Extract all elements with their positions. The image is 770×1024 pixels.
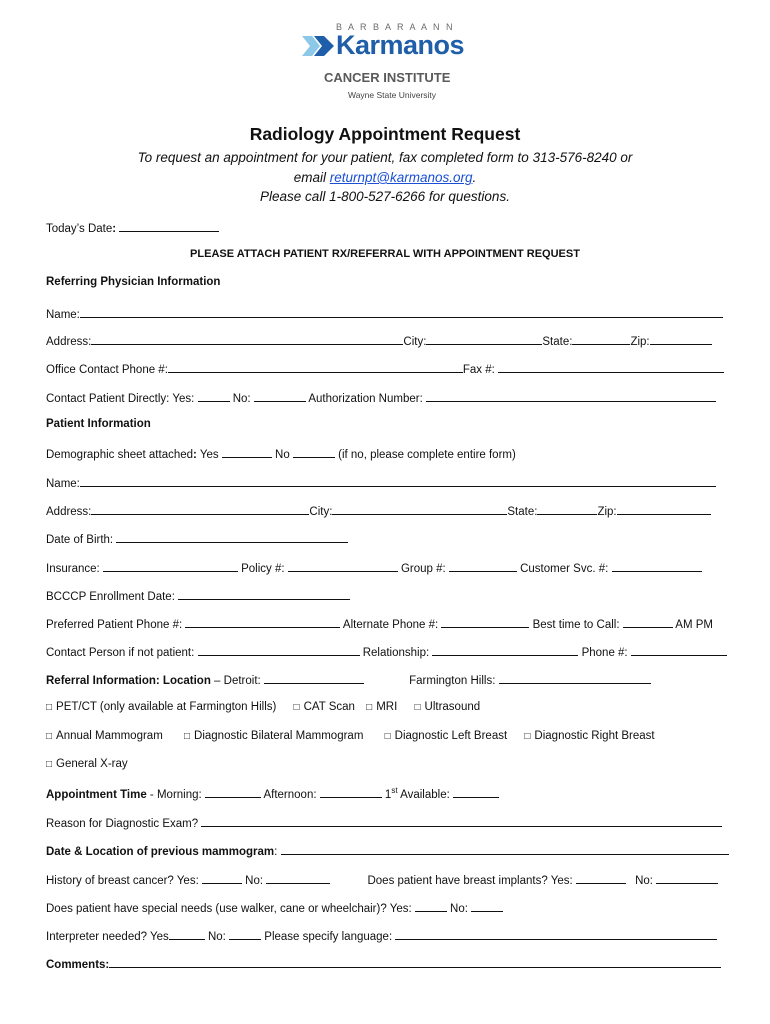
detroit-field[interactable]	[264, 672, 364, 684]
referral-label: Referral Information: Location	[46, 675, 211, 687]
comments-row	[46, 956, 726, 971]
previous-mammogram-label: Date & Location of previous mammogram	[46, 846, 275, 858]
comments-label: Comments:	[46, 959, 110, 971]
option-label: CAT Scan	[303, 701, 355, 713]
demographic-no-label: No	[271, 449, 293, 461]
history-label: History of breast cancer? Yes:	[46, 875, 202, 887]
office-phone-label: Office Contact Phone #:	[46, 364, 168, 376]
karmanos-mark-icon	[300, 34, 336, 60]
patient-zip-label: Zip:	[597, 506, 617, 518]
customer-svc-field[interactable]	[612, 560, 702, 572]
option-label: Diagnostic Bilateral Mammogram	[194, 730, 364, 742]
logo-cancer-institute: CANCER INSTITUTE	[324, 70, 451, 85]
previous-mammogram-row	[46, 843, 726, 858]
form-title: Radiology Appointment Request	[249, 124, 521, 144]
dob-field[interactable]	[116, 531, 348, 543]
option-diagnostic-left[interactable]	[385, 730, 508, 742]
office-phone-field[interactable]	[168, 361, 463, 373]
best-time-field[interactable]	[623, 616, 673, 628]
insurance-row	[46, 560, 726, 575]
physician-name-label: Name:	[46, 309, 80, 321]
relationship-field[interactable]	[432, 644, 578, 656]
appointment-dash: -	[146, 789, 157, 801]
group-label: Group #:	[397, 563, 449, 575]
checkbox-icon[interactable]: □	[384, 731, 391, 742]
first-available-field[interactable]	[453, 786, 499, 798]
option-ultrasound[interactable]	[414, 701, 480, 713]
todays-date-label: Today’s Date	[46, 223, 113, 235]
email-prefix: email	[293, 170, 330, 185]
physician-state-label: State:	[542, 336, 573, 348]
first-sup: st	[391, 786, 398, 796]
patient-state-label: State:	[507, 506, 538, 518]
phone-row	[46, 616, 726, 631]
instructions-line-2	[0, 170, 770, 185]
special-needs-row	[46, 900, 726, 915]
instructions-line-3: Please call 1-800-527-6266 for questions.	[260, 189, 510, 204]
contact-directly-row	[46, 390, 726, 405]
email-link[interactable]: returnpt@karmanos.org	[329, 170, 473, 185]
physician-name-field[interactable]	[80, 306, 723, 318]
patient-address-row	[46, 503, 726, 518]
option-label: MRI	[376, 701, 398, 713]
reason-field[interactable]	[201, 815, 722, 827]
previous-mammogram-field[interactable]	[281, 843, 729, 855]
available-label: Available:	[397, 789, 453, 801]
appointment-time-row	[46, 786, 726, 801]
dob-row	[46, 531, 726, 546]
am-pm-label: AM PM	[672, 619, 713, 631]
option-mri[interactable]	[366, 701, 397, 713]
checkbox-icon[interactable]: □	[46, 731, 53, 742]
physician-state-field[interactable]	[572, 333, 630, 345]
reason-label: Reason for Diagnostic Exam?	[46, 818, 202, 830]
morning-field[interactable]	[205, 786, 261, 798]
physician-city-label: City:	[403, 336, 427, 348]
policy-label: Policy #:	[237, 563, 288, 575]
fax-field[interactable]	[498, 361, 724, 373]
physician-zip-field[interactable]	[650, 333, 712, 345]
contact-person-field[interactable]	[198, 644, 360, 656]
interpreter-yes-field[interactable]	[169, 928, 205, 940]
patient-city-label: City:	[309, 506, 333, 518]
alternate-phone-field[interactable]	[441, 616, 529, 628]
history-no-field[interactable]	[266, 872, 330, 884]
todays-date-colon: :	[112, 223, 117, 235]
comments-field[interactable]	[109, 956, 721, 968]
bcccp-label: BCCCP Enrollment Date:	[46, 591, 179, 603]
interpreter-row	[46, 928, 726, 943]
todays-date-field[interactable]	[119, 220, 219, 232]
checkbox-icon[interactable]: □	[293, 702, 300, 713]
referral-options-row-2	[46, 730, 726, 742]
auth-number-field[interactable]	[426, 390, 716, 402]
special-needs-label: Does patient have special needs (use walker, cane or wheelchair)? Yes:	[46, 903, 415, 915]
patient-name-label: Name:	[46, 478, 80, 490]
afternoon-field[interactable]	[320, 786, 382, 798]
physician-zip-label: Zip:	[630, 336, 650, 348]
bcccp-row	[46, 588, 726, 603]
bcccp-field[interactable]	[178, 588, 350, 600]
contact-no-field[interactable]	[254, 390, 306, 402]
afternoon-label: Afternoon:	[260, 789, 320, 801]
referral-dash: –	[210, 675, 224, 687]
implants-no-field[interactable]	[656, 872, 718, 884]
option-annual-mammogram[interactable]	[46, 730, 163, 742]
relationship-label: Relationship:	[359, 647, 433, 659]
physician-address-row	[46, 333, 726, 348]
todays-date-row	[46, 220, 726, 235]
option-pet-ct[interactable]	[46, 701, 276, 713]
instructions-line-1: To request an appointment for your patient, fax completed form to 313-576-8240 or	[137, 150, 633, 165]
karmanos-logo	[296, 22, 476, 106]
physician-address-field[interactable]	[91, 333, 403, 345]
checkbox-icon[interactable]: □	[524, 731, 531, 742]
dob-label: Date of Birth:	[46, 534, 117, 546]
auth-number-label: Authorization Number:	[305, 393, 426, 405]
demographic-yes-label: Yes	[196, 449, 222, 461]
referral-options-row-1	[46, 701, 726, 713]
insurance-field[interactable]	[103, 560, 238, 572]
physician-phone-row	[46, 361, 726, 376]
physician-heading: Referring Physician Information	[46, 276, 221, 288]
contact-person-label: Contact Person if not patient:	[46, 647, 198, 659]
contact-person-row	[46, 644, 726, 659]
implants-yes-field[interactable]	[576, 872, 626, 884]
option-diagnostic-right[interactable]	[524, 730, 654, 742]
patient-address-label: Address:	[46, 506, 92, 518]
checkbox-icon[interactable]: □	[46, 702, 53, 713]
alternate-phone-label: Alternate Phone #:	[340, 619, 442, 631]
insurance-label: Insurance:	[46, 563, 103, 575]
interpreter-no-label: No:	[204, 931, 230, 943]
patient-state-field[interactable]	[537, 503, 597, 515]
checkbox-icon[interactable]: □	[366, 702, 373, 713]
logo-name: Karmanos	[336, 30, 465, 60]
history-yes-field[interactable]	[202, 872, 242, 884]
appointment-time-label: Appointment Time	[46, 789, 147, 801]
option-label: Diagnostic Left Breast	[394, 730, 508, 742]
demographic-label: Demographic sheet attached	[46, 449, 194, 461]
demographic-note: (if no, please complete entire form)	[334, 449, 516, 461]
demographic-row	[46, 446, 726, 461]
implants-label: Does patient have breast implants? Yes:	[367, 875, 576, 887]
implants-no-label: No:	[631, 875, 657, 887]
patient-name-row	[46, 475, 726, 490]
contact-directly-label: Contact Patient Directly: Yes:	[46, 393, 198, 405]
detroit-label: Detroit:	[223, 675, 264, 687]
fax-label: Fax #:	[462, 364, 499, 376]
patient-address-field[interactable]	[91, 503, 309, 515]
checkbox-icon[interactable]: □	[414, 702, 421, 713]
policy-field[interactable]	[288, 560, 398, 572]
attach-notice: PLEASE ATTACH PATIENT RX/REFERRAL WITH APPOINTMENT REQUEST	[190, 248, 580, 260]
logo-top-text: B A R B A R A A N N	[336, 22, 455, 32]
morning-label: Morning:	[156, 789, 205, 801]
patient-name-field[interactable]	[80, 475, 716, 487]
group-field[interactable]	[449, 560, 517, 572]
history-row	[46, 872, 726, 887]
referral-location-row	[46, 672, 726, 687]
farmington-field[interactable]	[499, 672, 651, 684]
contact-phone-field[interactable]	[631, 644, 727, 656]
language-label: Please specify language:	[261, 931, 396, 943]
physician-address-label: Address:	[46, 336, 92, 348]
option-label: Annual Mammogram	[56, 730, 163, 742]
patient-city-field[interactable]	[332, 503, 507, 515]
email-suffix: .	[472, 170, 477, 185]
option-diagnostic-bilateral[interactable]	[184, 730, 363, 742]
best-time-label: Best time to Call:	[529, 619, 623, 631]
farmington-label: Farmington Hills:	[409, 675, 499, 687]
language-field[interactable]	[395, 928, 717, 940]
option-cat-scan[interactable]	[294, 701, 355, 713]
interpreter-label: Interpreter needed? Yes	[46, 931, 169, 943]
option-label: PET/CT (only available at Farmington Hills)	[56, 701, 277, 713]
option-label: Diagnostic Right Breast	[534, 730, 655, 742]
checkbox-icon[interactable]: □	[183, 731, 191, 742]
preferred-phone-label: Preferred Patient Phone #:	[46, 619, 186, 631]
contact-phone-label: Phone #:	[578, 647, 631, 659]
demographic-no-field[interactable]	[293, 446, 335, 458]
demographic-colon: :	[193, 449, 197, 461]
contact-yes-field[interactable]	[198, 390, 230, 402]
interpreter-no-field[interactable]	[229, 928, 261, 940]
demographic-yes-field[interactable]	[222, 446, 272, 458]
first-label: 1	[381, 789, 392, 801]
history-no-label: No:	[241, 875, 267, 887]
physician-city-field[interactable]	[426, 333, 542, 345]
special-needs-no-field[interactable]	[471, 900, 503, 912]
previous-mammogram-colon: :	[274, 846, 278, 858]
patient-heading: Patient Information	[46, 418, 151, 430]
special-needs-no-label: No:	[446, 903, 472, 915]
special-needs-yes-field[interactable]	[415, 900, 447, 912]
checkbox-icon[interactable]: □	[46, 759, 53, 770]
preferred-phone-field[interactable]	[185, 616, 340, 628]
option-label: General X-ray	[56, 758, 128, 770]
contact-no-label: No:	[229, 393, 254, 405]
option-general-xray[interactable]	[46, 758, 128, 770]
patient-zip-field[interactable]	[617, 503, 711, 515]
customer-svc-label: Customer Svc. #:	[516, 563, 612, 575]
logo-affiliation: Wayne State University	[348, 90, 437, 100]
referral-options-row-3	[46, 758, 726, 770]
reason-row	[46, 815, 726, 830]
physician-name-row	[46, 306, 726, 321]
option-label: Ultrasound	[424, 701, 481, 713]
